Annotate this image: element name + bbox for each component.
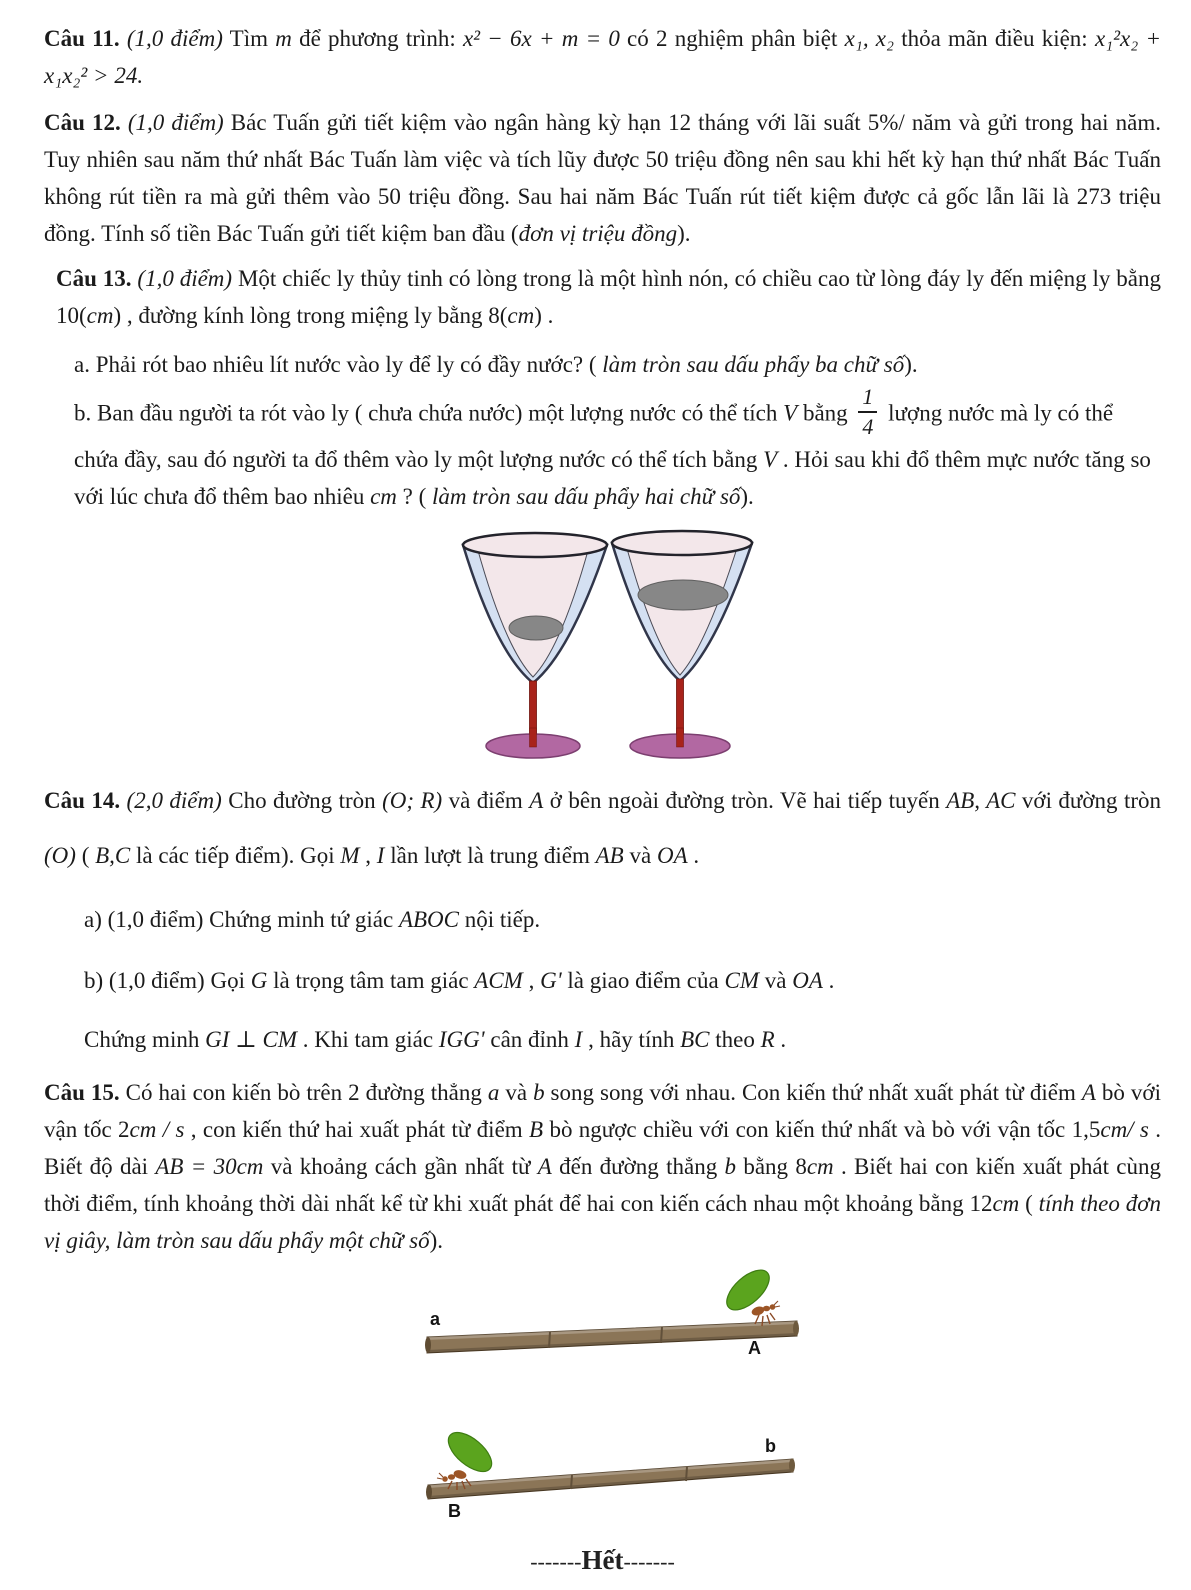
ant-thorax [448, 1474, 455, 1480]
end-dashes-left: ------- [530, 1549, 582, 1574]
line-b-label: b [765, 1436, 776, 1456]
line-a-label: a [430, 1309, 441, 1329]
figure-stick-line-a [422, 1263, 1161, 1358]
question-14-part-c: Chứng minh GI ⊥ CM . Khi tam giác IGG' cân đỉnh I , hãy tính BC theo R . [84, 1027, 787, 1052]
stick-b-joint [686, 1467, 687, 1481]
stick-a-illustration [422, 1263, 800, 1358]
question-14-part-b: b) (1,0 điểm) Gọi G là trọng tâm tam giác ACM , G' là giao điểm của CM và OA . [84, 968, 835, 993]
glass-left-rim [463, 533, 607, 557]
glass-right-water-level [638, 580, 728, 610]
end-of-exam-marker [44, 1542, 1161, 1580]
figure-stick-line-b [422, 1404, 1161, 1522]
point-a-label: A [748, 1338, 761, 1358]
figure-cone-glasses [440, 523, 1161, 761]
stick-a-joint [549, 1332, 550, 1348]
question-12: Câu 12. (1,0 điểm) Bác Tuấn gửi tiết kiệm vào ngân hàng kỳ hạn 12 tháng với lãi suất 5%/ năm và gửi trong hai năm. Tuy nhiên sau năm thứ nhất Bác Tuấn làm việc và tích lũy được 50 triệu đồng nên sau khi hết kỳ hạn thứ nhất Bác Tuấn không rút tiền ra mà gửi thêm vào 50 triệu đồng. Sau hai năm Bác Tuấn rút tiết kiệm được cả gốc lẫn lãi là 273 triệu đồng. Tính số tiền Bác Tuấn gửi tiết kiệm ban đầu (đơn vị triệu đồng). [44, 110, 1162, 246]
question-13-part-a: a. Phải rót bao nhiêu lít nước vào ly để ly có đầy nước? ( làm tròn sau dấu phẩy ba chữ số). [74, 352, 918, 377]
stick-a-joint [661, 1327, 662, 1343]
glasses-illustration [440, 523, 790, 761]
question-15: Câu 15. Có hai con kiến bò trên 2 đường thẳng a và b song song với nhau. Con kiến thứ nhất xuất phát từ điểm A bò với vận tốc 2cm / s , con kiến thứ hai xuất phát từ điểm B bò ngược chiều với con kiến thứ nhất và bò với vận tốc 1,5cm/ s . Biết độ dài AB = 30cm và khoảng cách gần nhất từ A đến đường thẳng b bằng 8cm . Biết hai con kiến xuất phát cùng thời điểm, tính khoảng thời dài nhất kể từ khi xuất phát để hai con kiến cách nhau một khoảng bằng 12cm ( tính theo đơn vị giây, làm tròn sau dấu phẩy một chữ số). [44, 1080, 1162, 1253]
stick-b-joint [571, 1475, 572, 1489]
ant-abdomen [751, 1305, 766, 1317]
question-13-part-b: b. Ban đầu người ta rót vào ly ( chưa chứa nước) một lượng nước có thể tích V bằng $\frac{1}{4}$ lượng nước mà ly có thể chứa đầy, sau đó người ta đổ thêm vào ly một lượng nước có thể tích bằng V . Hỏi sau khi đổ thêm mực nước tăng so với lúc chưa đổ thêm bao nhiêu cm ? ( làm tròn sau dấu phẩy hai chữ số). [74, 384, 1151, 509]
stick-b-left-end [426, 1485, 432, 1500]
leaf-icon [442, 1425, 499, 1478]
stick-a-left-end [425, 1337, 431, 1353]
question-13-intro: Câu 13. (1,0 điểm) Một chiếc ly thủy tinh có lòng trong là một hình nón, có chiều cao từ lòng đáy ly đến miệng ly bằng 10(cm) , đường kính lòng trong miệng ly bằng 8(cm) . [56, 266, 1162, 328]
ant-head [442, 1476, 448, 1482]
glass-right-rim [612, 531, 752, 555]
ant-antennae [437, 1473, 443, 1479]
end-dashes-right: ------- [623, 1549, 675, 1574]
question-14-intro: Câu 14. (2,0 điểm) Cho đường tròn (O; R) và điểm A ở bên ngoài đường tròn. Vẽ hai tiếp tuyến AB, AC với đường tròn (O) ( B,C là các tiếp điểm). Gọi M , I lần lượt là trung điểm AB và OA . [44, 788, 1162, 868]
glass-right-stem-foot [677, 728, 684, 747]
glass-left-stem-foot [530, 728, 537, 747]
question-11: Câu 11. (1,0 điểm) Tìm m để phương trình: x² − 6x + m = 0 có 2 nghiệm phân biệt x₁, x₂ thỏa mãn điều kiện: x₁²x₂ + x₁x₂² > 24. [44, 26, 1161, 88]
glass-left [463, 533, 607, 758]
stick-b-illustration [422, 1404, 800, 1522]
stick-a-right-end [793, 1321, 799, 1336]
ant-thorax [763, 1306, 770, 1312]
point-b-label: B [448, 1501, 461, 1521]
end-label: Hết [581, 1545, 624, 1575]
stick-b-right-end [789, 1459, 795, 1473]
glass-left-water-level [509, 616, 563, 640]
glass-right [612, 531, 752, 758]
ant-abdomen [453, 1469, 468, 1480]
question-14-part-a: a) (1,0 điểm) Chứng minh tứ giác ABOC nội tiếp. [84, 907, 541, 932]
